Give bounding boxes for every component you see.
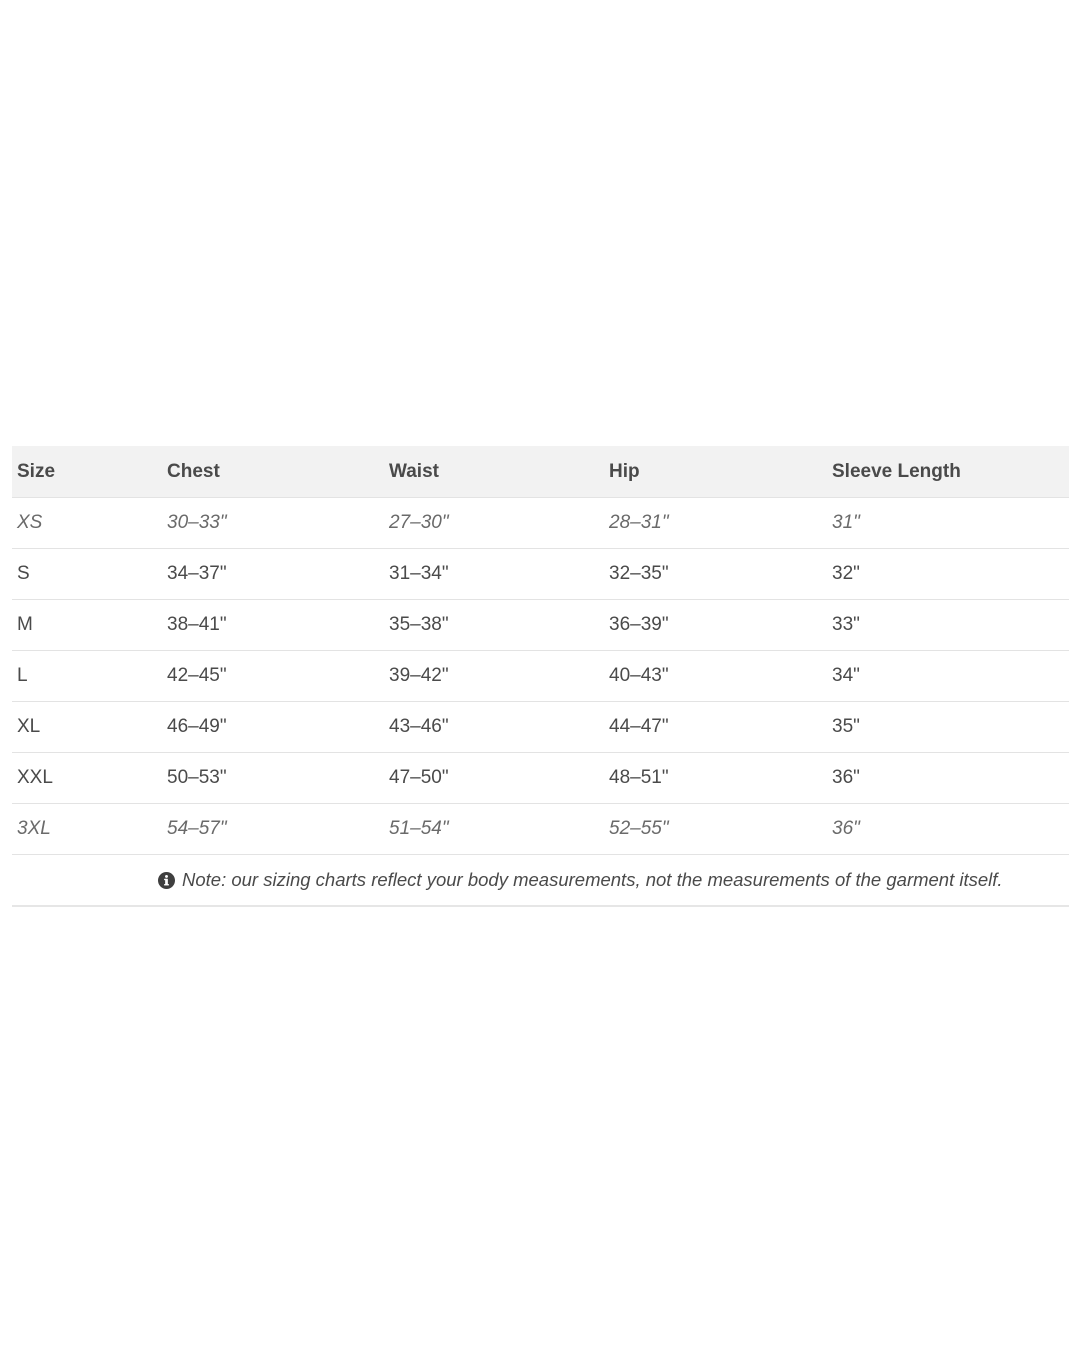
hip-cell: 44–47" (609, 716, 669, 737)
table-row (12, 804, 1069, 855)
size-cell: S (17, 563, 30, 584)
waist-cell: 51–54" (389, 818, 449, 839)
note-text: Note: our sizing charts reflect your body measurements, not the measurements of the garment itself. (182, 869, 1003, 890)
chest-cell: 30–33" (167, 512, 227, 533)
sleeve-length-cell: 32" (832, 563, 860, 584)
waist-cell: 39–42" (389, 665, 449, 686)
hip-cell: 32–35" (609, 563, 669, 584)
header-chest: Chest (167, 460, 220, 482)
sleeve-length-cell: 36" (832, 818, 860, 839)
waist-cell: 35–38" (389, 614, 449, 635)
sleeve-length-cell: 33" (832, 614, 860, 635)
chest-cell: 46–49" (167, 716, 227, 737)
header-waist: Waist (389, 460, 439, 482)
hip-cell: 48–51" (609, 767, 669, 788)
size-cell: XL (17, 716, 41, 737)
hip-cell: 28–31" (609, 512, 669, 533)
chest-cell: 38–41" (167, 614, 227, 635)
size-cell: 3XL (17, 818, 51, 839)
waist-cell: 27–30" (389, 512, 449, 533)
size-cell: XXL (17, 767, 53, 788)
hip-cell: 36–39" (609, 614, 669, 635)
hip-cell: 40–43" (609, 665, 669, 686)
note-row (12, 855, 1069, 907)
info-icon (158, 872, 175, 889)
waist-cell: 43–46" (389, 716, 449, 737)
chest-cell: 34–37" (167, 563, 227, 584)
size-chart-table (12, 446, 1069, 907)
table-header-row (12, 446, 1069, 498)
sleeve-length-cell: 36" (832, 767, 860, 788)
header-hip: Hip (609, 460, 640, 482)
header-size: Size (17, 460, 56, 482)
waist-cell: 47–50" (389, 767, 449, 788)
table-row (12, 549, 1069, 600)
table-row (12, 702, 1069, 753)
chest-cell: 50–53" (167, 767, 227, 788)
size-cell: XS (17, 512, 43, 533)
size-cell: M (17, 614, 33, 635)
table-row (12, 753, 1069, 804)
sleeve-length-cell: 34" (832, 665, 860, 686)
table-row (12, 498, 1069, 549)
chest-cell: 54–57" (167, 818, 227, 839)
chest-cell: 42–45" (167, 665, 227, 686)
hip-cell: 52–55" (609, 818, 669, 839)
table-body (12, 498, 1069, 855)
sleeve-length-cell: 31" (832, 512, 860, 533)
sleeve-length-cell: 35" (832, 716, 860, 737)
size-cell: L (17, 665, 28, 686)
table-row (12, 651, 1069, 702)
table-row (12, 600, 1069, 651)
waist-cell: 31–34" (389, 563, 449, 584)
header-sleeve-length: Sleeve Length (832, 460, 961, 482)
